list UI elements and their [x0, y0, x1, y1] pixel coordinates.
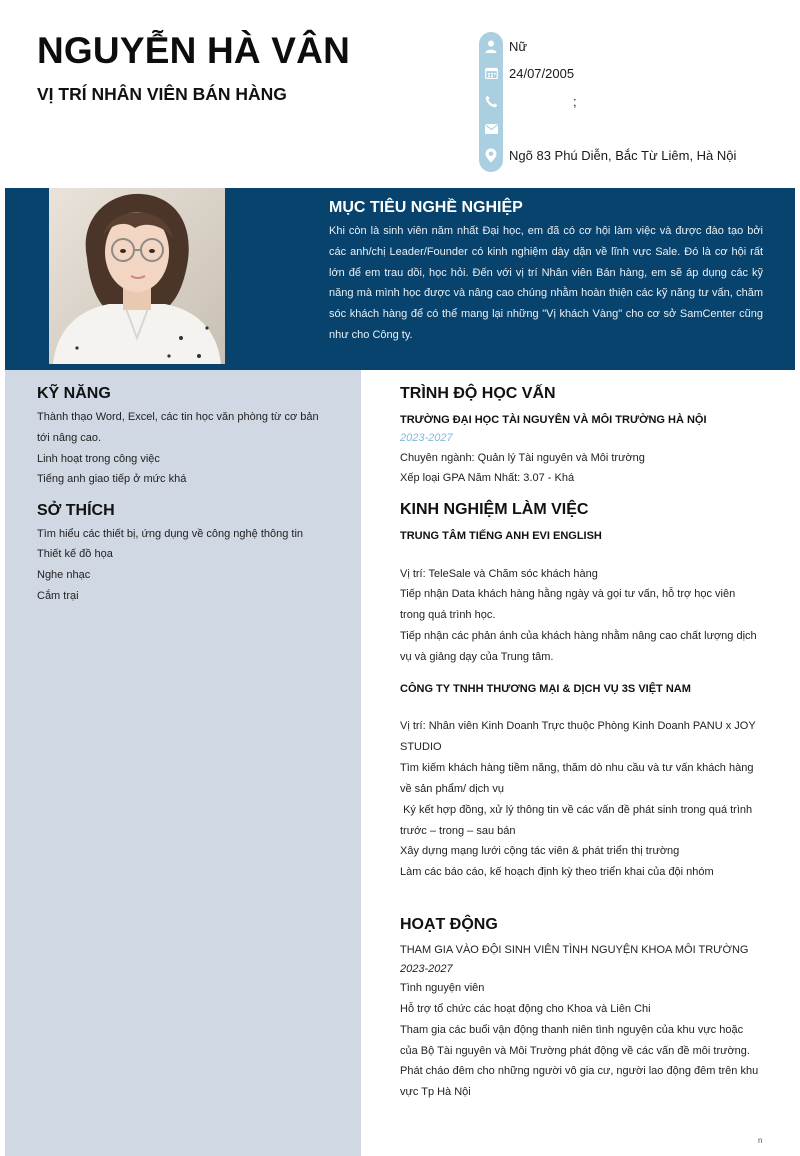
birthday-text: 24/07/2005: [509, 65, 575, 81]
job-position: VỊ TRÍ NHÂN VIÊN BÁN HÀNG: [37, 84, 287, 104]
education-gpa: Xếp loại GPA Năm Nhất: 3.07 - Khá: [400, 472, 575, 484]
person-icon: [479, 36, 503, 56]
hobby-item: Nghe nhạc: [37, 569, 91, 581]
company-name: TRUNG TÂM TIẾNG ANH EVI ENGLISH: [400, 530, 602, 542]
hobby-item: Cắm trại: [37, 590, 79, 602]
career-goal-text: Khi còn là sinh viên năm nhất Đại học, em đã có cơ hội làm việc và được đào tạo bởi các anh/chị Leader/Founder có kinh nghiệm dày dặn về lĩnh vực Sale. Đó là cơ hội rất lớn để em trau dồi, học hỏi. Đến với vị trí Nhân viên Bán hàng, em sẽ áp dụng các kỹ năng mà mình học được và nâng cao chúng nhằm hoàn thiện các kỹ năng tư vấn, chăm sóc khách hàng để có thể mang lại những "Vị khách Vàng" cho cơ sở SamCenter cũng như cho Công ty.: [329, 225, 763, 341]
job-line: Vị trí: TeleSale và Chăm sóc khách hàng: [400, 568, 598, 580]
activities-title: HOẠT ĐỘNG: [400, 916, 498, 933]
job-line: Ký kết hợp đồng, xử lý thông tin về các vấn đề phát sinh trong quá trình trước – trong – sau bán: [400, 804, 756, 837]
mail-icon: [479, 119, 503, 139]
skill-item: Tiếng anh giao tiếp ở mức khá: [37, 473, 187, 485]
gender-text: Nữ: [509, 38, 528, 54]
contact-phone: [479, 91, 799, 111]
contact-birthday: [479, 63, 799, 83]
calendar-icon: [479, 63, 503, 83]
contact-address: [479, 145, 799, 165]
job-line: Xây dựng mạng lưới cộng tác viên & phát triển thị trường: [400, 845, 680, 857]
job-line: Vị trí: Nhân viên Kinh Doanh Trực thuộc Phòng Kinh Doanh PANU x JOY STUDIO: [400, 720, 756, 753]
hobby-item: Tìm hiểu các thiết bị, ứng dụng về công nghệ thông tin: [37, 528, 304, 540]
activity-period: 2023-2027: [400, 963, 453, 975]
education-title: TRÌNH ĐỘ HỌC VẤN: [400, 385, 556, 402]
company-name: CÔNG TY TNHH THƯƠNG MẠI & DỊCH VỤ 3S VIỆT NAM: [400, 683, 691, 695]
hobby-item: Thiết kế đồ họa: [37, 548, 113, 560]
location-pin-icon: [479, 145, 503, 165]
job-line: Làm các báo cáo, kế hoạch định kỳ theo triển khai của đội nhóm: [400, 866, 714, 878]
job-line: Tiếp nhận Data khách hàng hằng ngày và gọi tư vấn, hỗ trợ học viên trong quá trình học.: [400, 588, 736, 621]
activity-line: Hỗ trợ tổ chức các hoạt động cho Khoa và Liên Chi: [400, 1003, 651, 1015]
candidate-name: NGUYỄN HÀ VÂN: [37, 30, 351, 71]
profile-photo: [49, 188, 225, 364]
job-line: Tìm kiếm khách hàng tiềm năng, thăm dò nhu cầu và tư vấn khách hàng về sản phẩm/ dịch vụ: [400, 762, 754, 795]
career-goal-title: MỤC TIÊU NGHỀ NGHIỆP: [329, 199, 523, 216]
skill-item: Thành thạo Word, Excel, các tin học văn phòng từ cơ bản tới nâng cao.: [37, 411, 319, 444]
phone-text: ;: [573, 93, 577, 109]
activity-line: Phát cháo đêm cho những người vô gia cư, người lao động đêm trên khu vực Tp Hà Nội: [400, 1065, 759, 1098]
job-line: Tiếp nhận các phản ánh của khách hàng nhằm nâng cao chất lượng dịch vụ và giảng dạy của Trung tâm.: [400, 630, 757, 663]
address-text: Ngõ 83 Phú Diễn, Bắc Từ Liêm, Hà Nội: [509, 147, 737, 163]
education-major: Chuyên ngành: Quản lý Tài nguyên và Môi trường: [400, 452, 645, 464]
phone-icon: [479, 91, 503, 111]
contact-email: [479, 119, 799, 139]
page-number: n: [758, 1136, 763, 1145]
contact-gender: [479, 36, 799, 56]
hobbies-title: SỞ THÍCH: [37, 502, 115, 519]
skill-item: Linh hoạt trong công việc: [37, 453, 160, 465]
activity-line: Tình nguyện viên: [400, 982, 485, 994]
experience-title: KINH NGHIỆM LÀM VIỆC: [400, 501, 589, 518]
skills-title: KỸ NĂNG: [37, 385, 111, 402]
activity-line: Tham gia các buổi vận động thanh niên tình nguyện của khu vực hoặc của Bộ Tài nguyên và Môi Trường phát động về các vấn đề môi trường.: [400, 1024, 750, 1057]
education-period: 2023-2027: [400, 432, 453, 444]
activity-org: THAM GIA VÀO ĐỘI SINH VIÊN TÌNH NGUYỆN KHOA MÔI TRƯỜNG: [400, 944, 749, 956]
school-name: TRƯỜNG ĐẠI HỌC TÀI NGUYÊN VÀ MÔI TRƯỜNG HÀ NỘI: [400, 414, 707, 426]
